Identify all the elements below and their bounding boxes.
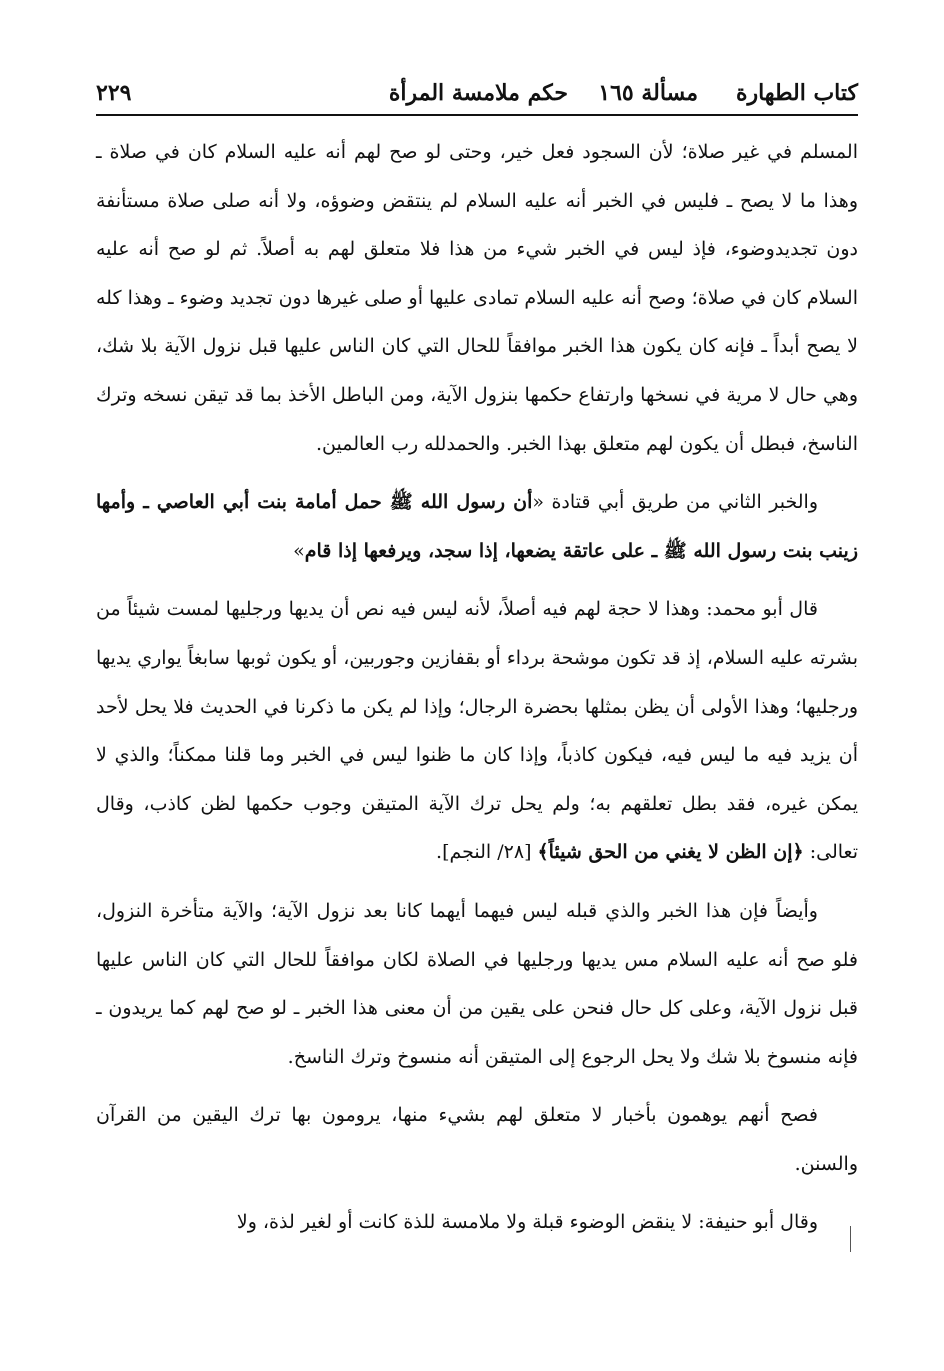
paragraph-5: فصح أنهم يوهمون بأخبار لا متعلق لهم بشيء منها، يرومون بها ترك اليقين من القرآن والسنن. [96, 1104, 858, 1175]
header-rule [96, 114, 858, 116]
header-issue-number: مسألة ١٦٥ [598, 80, 698, 106]
running-header [96, 70, 858, 116]
paragraph-4: وأيضاً فإن هذا الخبر والذي قبله ليس فيهما أيهما كانا بعد نزول الآية؛ والآية متأخرة النزول، فلو صح أنه عليه السلام مس يديها ورجليها في الصلاة لكان موافقاً للحال التي كان الناس عليها قبل نزول الآية، وعلى كل حال فنحن على يقين من أن معنى هذا الخبر ـ لو صح لهم كما يريدون ـ فإنه منسوخ بلا شك ولا يحل الرجوع إلى المتيقن أنه منسوخ وترك الناسخ. [96, 899, 858, 1068]
page-number: ٢٢٩ [96, 80, 132, 106]
paragraph-3-body: قال أبو محمد: وهذا لا حجة لهم فيه أصلاً، لأنه ليس فيه نص أن يديها ورجليها لمست شيئاً من بشرته عليه السلام، إذ قد تكون موشحة برداء أو بقفازين وجوربين، أو يكون ثوبها سابغاً يواري يديها ورجليها؛ وهذا الأولى أن يظن بمثلها بحضرة الرجال؛ وإذا لم يكن ما ذكرنا في الحديث فلا يحل لأحد أن يزيد فيه ما ليس فيه، فيكون كاذباً، وإذا كان ما ظنوا ليس في الخبر وما قلنا ممكناً؛ والذي لا يمكن غيره، فقد بطل تعلقهم به؛ ولم يحل ترك الآية المتيقن وجوب حكمها لظن كاذب، وقال تعالى: [96, 598, 858, 864]
paragraph-2 [96, 478, 858, 575]
paragraph-2-lead: والخبر الثاني من طريق أبي قتادة « [532, 491, 818, 514]
paragraph-3-quran-verse: ﴿إن الظن لا يغني من الحق شيئاً﴾ [537, 841, 804, 864]
paragraph-2-hadith-quote: أن رسول الله ﷺ حمل أمامة بنت أبي العاصي ـ وأمها زينب بنت رسول الله ﷺ ـ على عاتقة يضعها، إذا سجد، ويرفعها إذا قام [96, 491, 858, 562]
margin-mark [850, 1226, 851, 1252]
paragraph-1: المسلم في غير صلاة؛ لأن السجود فعل خير، وحتى لو صح لهم أنه عليه السلام كان في صلاة ـ وهذا ما لا يصح ـ فليس في الخبر أنه عليه السلام لم ينتقض وضوؤه، ولا أنه صلى صلاة مستأنفة دون تجديدوضوء، فإذ ليس في الخبر شيء من هذا فلا متعلق لهم به أصلاً. ثم لو صح أنه عليه السلام كان في صلاة؛ وصح أنه عليه السلام تمادى عليها أو صلى غيرها دون تجديد وضوء ـ وهذا كله لا يصح أبداً ـ فإنه كان يكون هذا الخبر موافقاً للحال التي كان الناس عليها قبل نزول الآية بلا شك، وهي حال لا مرية في نسخها وارتفاع حكمها بنزول الآية، ومن الباطل الأخذ بما قد تيقن نسخه وترك الناسخ، فبطل أن يكون لهم متعلق بهذا الخبر. والحمدلله رب العالمين. [96, 141, 858, 455]
page-body [96, 128, 858, 1247]
paragraph-6: وقال أبو حنيفة: لا ينقض الوضوء قبلة ولا ملامسة للذة كانت أو لغير لذة، ولا [236, 1211, 818, 1234]
paragraph-3 [96, 585, 858, 877]
header-topic: حكم ملامسة المرأة [388, 80, 568, 106]
paragraph-3-verse-reference: [٢٨/ النجم]. [436, 841, 538, 864]
paragraph-2-close-quote: » [293, 539, 305, 562]
header-book-title: كتاب الطهارة [735, 80, 858, 106]
